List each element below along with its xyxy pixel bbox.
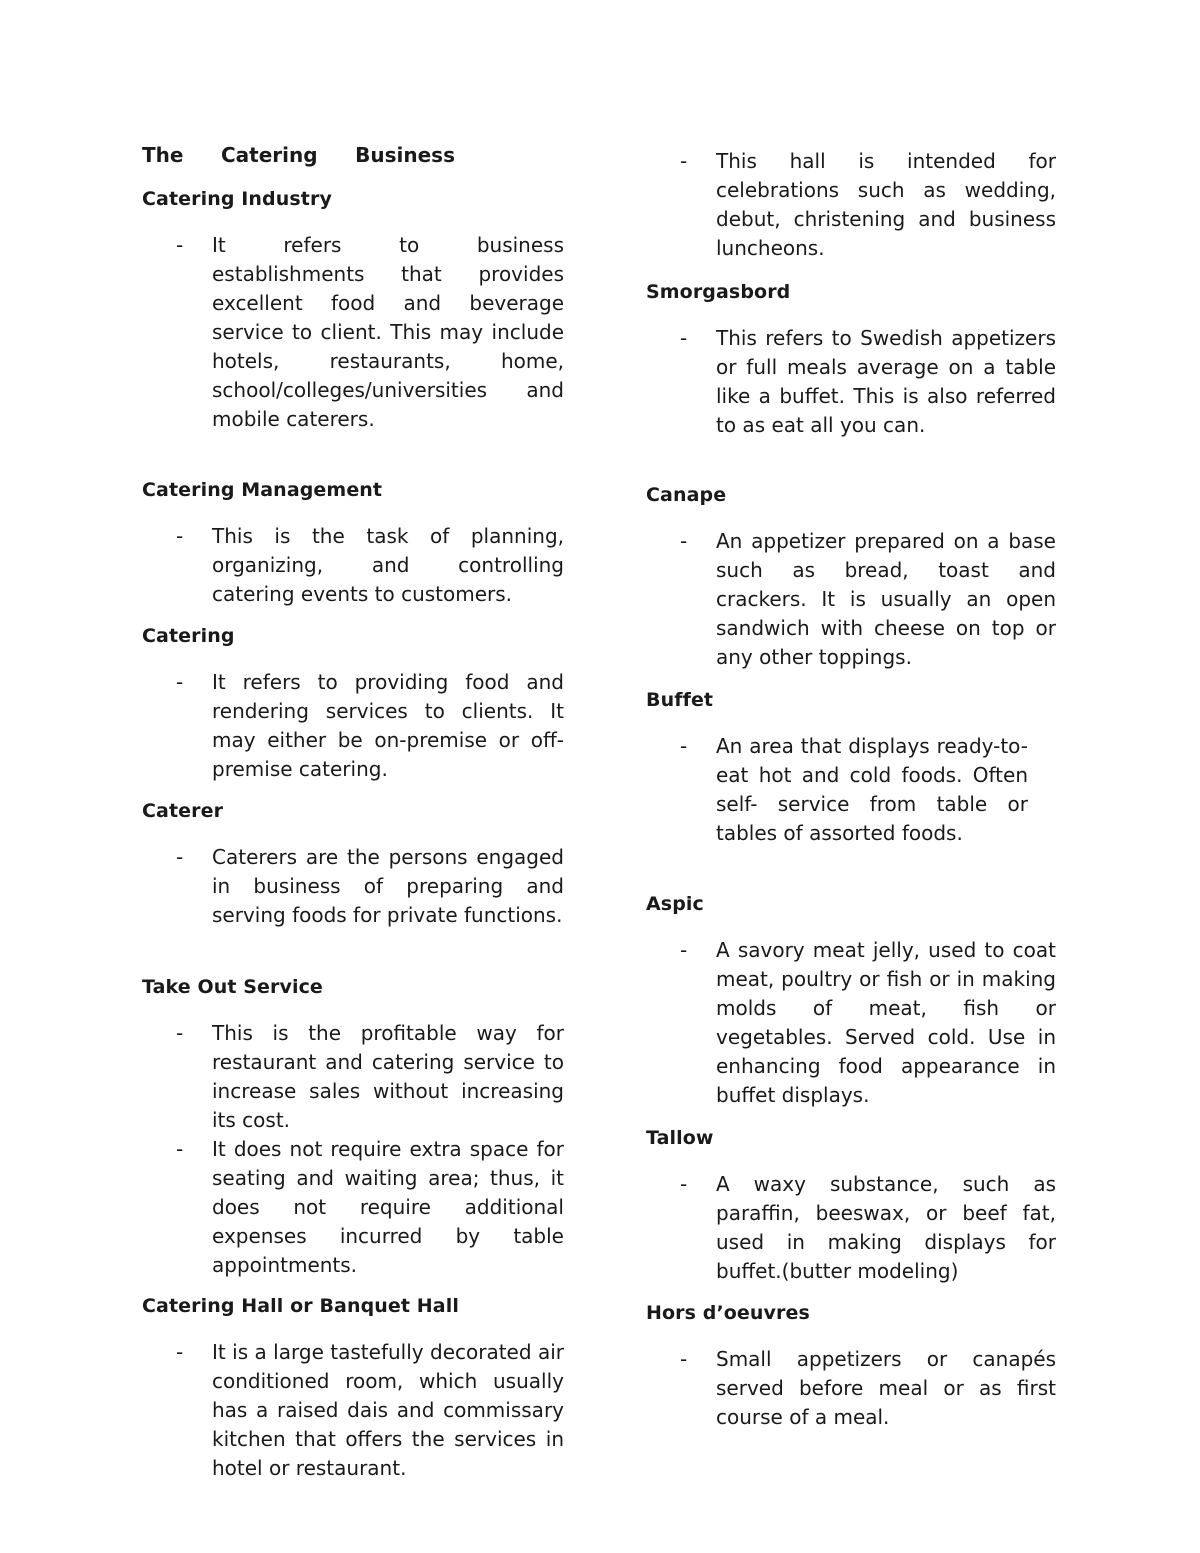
section-heading: Catering Management: [142, 479, 383, 501]
bullet-marker: -: [176, 524, 184, 548]
bullet-text: It is a large tastefully decorated air conditioned room, which usually has a raised dais and commissary kitchen that offers the services in hotel or restaurant.: [212, 1340, 564, 1480]
bullet-text: A waxy substance, such as paraffin, beeswax, or beef fat, used in making displays for buffet.(butter modeling): [716, 1172, 1056, 1283]
section-catering: [142, 624, 564, 784]
bullet-marker: -: [680, 529, 688, 553]
section-catering-management: [142, 478, 564, 609]
bullet-text: It does not require extra space for seating and waiting area; thus, it does not require additional expenses incurred by table appointments.: [212, 1137, 564, 1277]
section-heading: Buffet: [646, 689, 714, 711]
bullet-text: It refers to providing food and rendering services to clients. It may either be on-premise or off-premise catering.: [212, 670, 564, 781]
title-word: Catering: [221, 143, 318, 167]
bullet-text: It refers to business establishments that provides excellent food and beverage service to client. This may include hotels, restaurants, home, school/colleges/universities and mobile caterers.: [212, 233, 564, 431]
bullet-text: This hall is intended for celebrations such as wedding, debut, christening and business luncheons.: [716, 149, 1056, 260]
bullet-text: This is the task of planning, organizing, and controlling catering events to customers.: [212, 524, 564, 606]
section-take-out-service: [142, 975, 564, 1280]
bullet-text: Small appetizers or canapés served before meal or as first course of a meal.: [716, 1347, 1056, 1429]
bullet-text: An area that displays ready-to-eat hot and cold foods. Often self- service from table or tables of assorted foods.: [716, 734, 1028, 845]
section-heading: Catering Hall or Banquet Hall: [142, 1295, 459, 1317]
bullet-marker: -: [176, 233, 184, 257]
bullet-item: [646, 936, 1056, 1110]
section-heading: Smorgasbord: [646, 281, 791, 303]
section-tallow: [646, 1126, 1056, 1286]
section-heading: Caterer: [142, 800, 224, 822]
bullet-marker: -: [680, 326, 688, 350]
bullet-marker: -: [680, 938, 688, 962]
bullet-item: [646, 324, 1056, 440]
section-heading: Catering Industry: [142, 188, 332, 210]
bullet-item: [646, 527, 1056, 672]
bullet-text: An appetizer prepared on a base such as bread, toast and crackers. It is usually an open sandwich with cheese on top or any other toppings.: [716, 529, 1056, 669]
section-smorgasbord: [646, 280, 1056, 440]
title-word: The: [142, 143, 184, 167]
section-heading: Take Out Service: [142, 976, 323, 998]
bullet-item: [646, 147, 1056, 263]
bullet-item: [646, 732, 1056, 848]
section-catering-hall: [142, 1294, 564, 1483]
section-hors-doeuvres: [646, 1301, 1056, 1432]
section-heading: Catering: [142, 625, 235, 647]
section-heading: Canape: [646, 484, 727, 506]
bullet-item: [142, 522, 564, 609]
bullet-text: A savory meat jelly, used to coat meat, poultry or fish or in making molds of meat, fish or vegetables. Served cold. Use in enhancing food appearance in buffet displays.: [716, 938, 1056, 1107]
bullet-item: [142, 1338, 564, 1483]
bullet-marker: -: [176, 1137, 184, 1161]
bullet-item: [142, 1019, 564, 1135]
bullet-item: [142, 1135, 564, 1280]
section-catering-hall-continued: [646, 147, 1056, 263]
bullet-marker: -: [176, 1340, 184, 1364]
bullet-item: [142, 843, 564, 930]
bullet-item: [646, 1170, 1056, 1286]
bullet-marker: -: [680, 1347, 688, 1371]
bullet-marker: -: [680, 734, 688, 758]
section-heading: Tallow: [646, 1127, 714, 1149]
bullet-marker: -: [680, 1172, 688, 1196]
section-heading: Hors d’oeuvres: [646, 1302, 810, 1324]
bullet-marker: -: [176, 670, 184, 694]
document-title: [142, 143, 455, 167]
bullet-item: [142, 231, 564, 434]
bullet-marker: -: [176, 845, 184, 869]
section-catering-industry: [142, 187, 564, 434]
section-buffet: [646, 688, 1056, 848]
bullet-marker: -: [680, 149, 688, 173]
title-word: Business: [355, 143, 455, 167]
bullet-text: Caterers are the persons engaged in business of preparing and serving foods for private functions.: [212, 845, 564, 927]
bullet-item: [646, 1345, 1056, 1432]
bullet-text: This is the profitable way for restaurant and catering service to increase sales without increasing its cost.: [212, 1021, 564, 1132]
section-aspic: [646, 892, 1056, 1110]
bullet-text: This refers to Swedish appetizers or full meals average on a table like a buffet. This is also referred to as eat all you can.: [716, 326, 1056, 437]
bullet-item: [142, 668, 564, 784]
section-canape: [646, 483, 1056, 672]
section-heading: Aspic: [646, 893, 704, 915]
bullet-marker: -: [176, 1021, 184, 1045]
section-caterer: [142, 799, 564, 930]
